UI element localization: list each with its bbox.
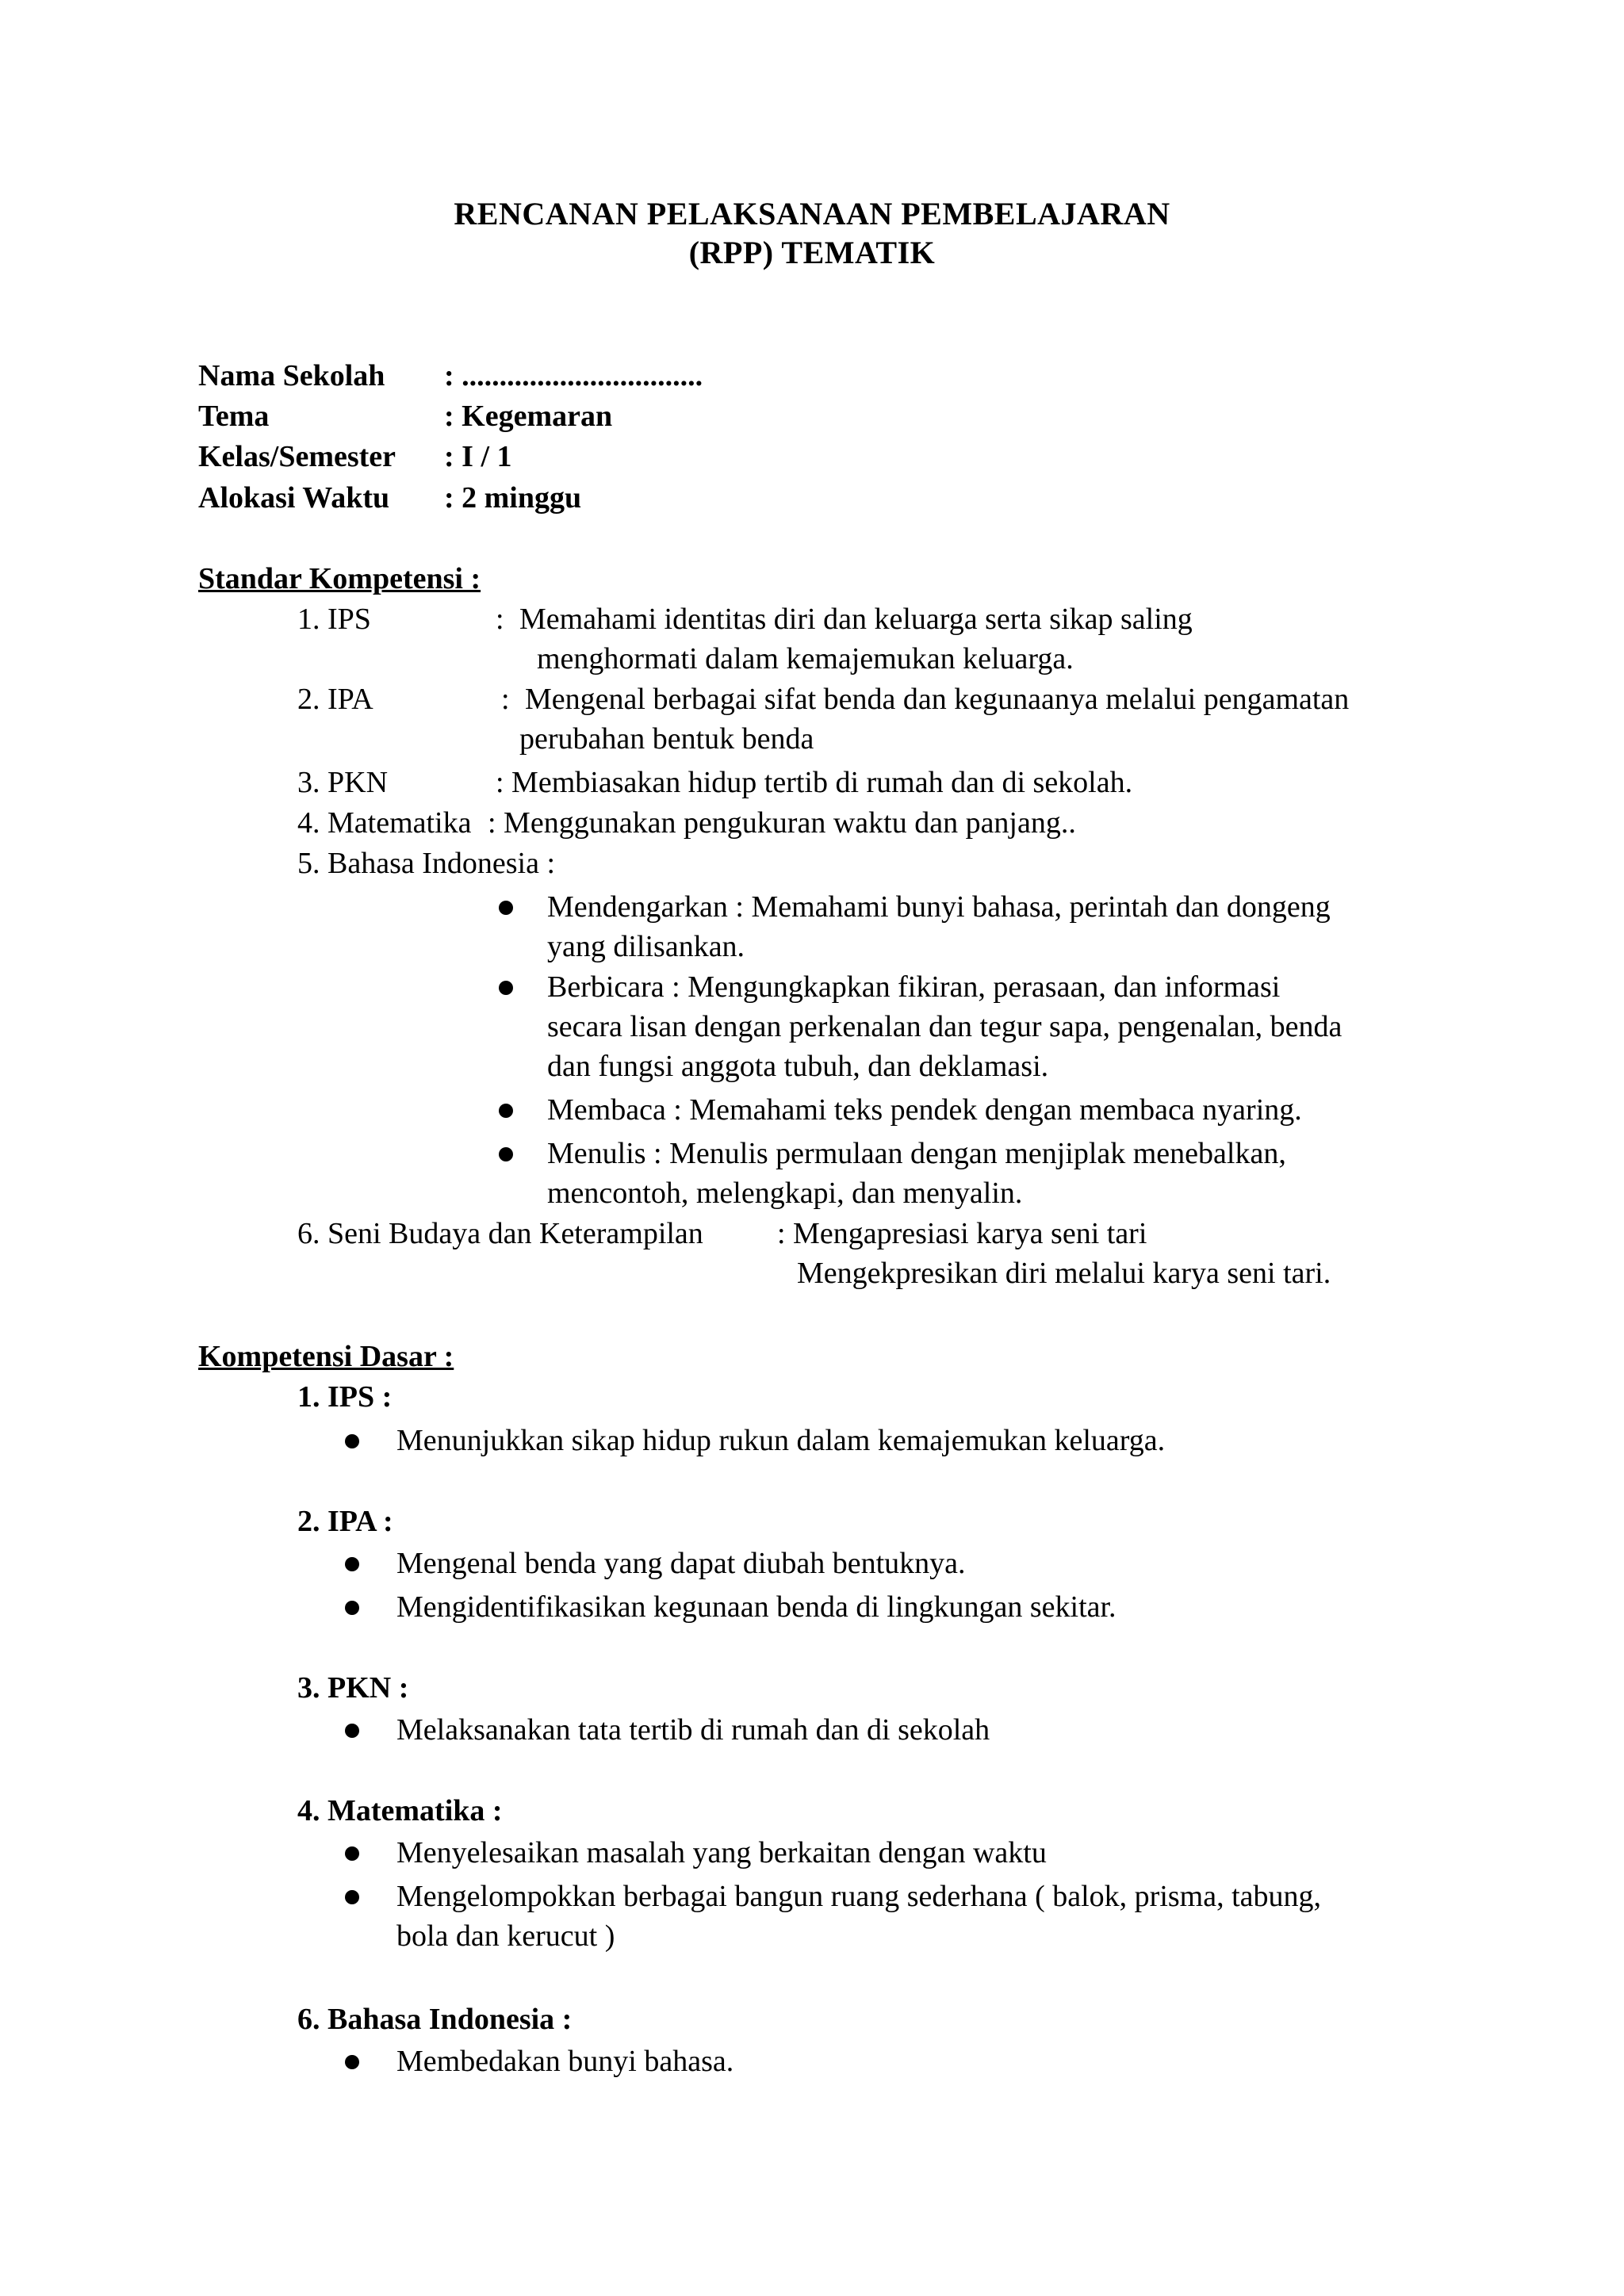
sk-bind-berbicara-line3: dan fungsi anggota tubuh, dan deklamasi. <box>547 1050 1049 1083</box>
identity-value-nama-sekolah: : ................................ <box>444 359 703 392</box>
identity-label-tema: Tema <box>198 400 270 433</box>
bullet-icon <box>345 1724 359 1738</box>
sk-pkn-text: : Membiasakan hidup tertib di rumah dan di sekolah. <box>496 766 1133 799</box>
kd-pkn-item: Melaksanakan tata tertib di rumah dan di sekolah <box>396 1713 990 1747</box>
sk-bind-membaca-line1: Membaca : Memahami teks pendek dengan membaca nyaring. <box>547 1093 1302 1127</box>
bullet-icon <box>345 1846 359 1861</box>
kd-pkn-heading: 3. PKN : <box>297 1671 409 1705</box>
bullet-icon <box>499 901 513 915</box>
identity-value-alokasi: : 2 minggu <box>444 481 582 515</box>
kd-ipa-item-1: Mengenal benda yang dapat diubah bentuknya. <box>396 1547 966 1580</box>
sk-matematika-label: 4. Matematika <box>297 806 472 840</box>
sk-bind-mendengarkan-line2: yang dilisankan. <box>547 930 745 963</box>
sk-bind-menulis-line2: mencontoh, melengkapi, dan menyalin. <box>547 1177 1023 1210</box>
kd-matematika-item-1: Menyelesaikan masalah yang berkaitan dengan waktu <box>396 1836 1047 1869</box>
kd-ipa-heading: 2. IPA : <box>297 1505 393 1538</box>
identity-value-kelas: : I / 1 <box>444 440 512 473</box>
document-title-line2: (RPP) TEMATIK <box>688 235 936 270</box>
bullet-icon <box>345 1557 359 1571</box>
bullet-icon <box>345 2055 359 2069</box>
sk-ipa-text-line1: Mengenal berbagai sifat benda dan kegunaanya melalui pengamatan <box>525 683 1350 716</box>
kd-ips-heading: 1. IPS : <box>297 1380 393 1414</box>
sk-ips-text-line1: Memahami identitas diri dan keluarga serta sikap saling <box>519 603 1193 636</box>
kd-ips-item: Menunjukkan sikap hidup rukun dalam kemajemukan keluarga. <box>396 1424 1166 1457</box>
sk-sbk-text-line1: : Mengapresiasi karya seni tari <box>777 1217 1147 1250</box>
sk-ips-label: 1. IPS <box>297 603 371 636</box>
sk-matematika-text: : Menggunakan pengukuran waktu dan panjang.. <box>488 806 1076 840</box>
bullet-icon <box>345 1890 359 1904</box>
sk-ipa-colon: : <box>501 683 510 716</box>
identity-label-alokasi: Alokasi Waktu <box>198 481 390 515</box>
kd-bahasa-indonesia-heading: 6. Bahasa Indonesia : <box>297 2003 573 2036</box>
bullet-icon <box>345 1434 359 1448</box>
sk-bahasa-indonesia-label: 5. Bahasa Indonesia : <box>297 847 556 880</box>
kd-bahasa-indonesia-item: Membedakan bunyi bahasa. <box>396 2045 734 2078</box>
kd-matematika-item-2-line2: bola dan kerucut ) <box>396 1919 615 1953</box>
sk-sbk-text-line2: Mengekpresikan diri melalui karya seni tari. <box>797 1257 1331 1290</box>
sk-bind-berbicara-line2: secara lisan dengan perkenalan dan tegur sapa, pengenalan, benda <box>547 1010 1342 1043</box>
bullet-icon <box>499 1104 513 1118</box>
sk-ips-colon: : <box>496 603 504 636</box>
standar-kompetensi-heading: Standar Kompetensi : <box>198 562 481 595</box>
document-title-line1: RENCANAN PELAKSANAAN PEMBELAJARAN <box>454 196 1170 232</box>
bullet-icon <box>499 1147 513 1161</box>
identity-value-tema: : Kegemaran <box>444 400 613 433</box>
sk-bind-menulis-line1: Menulis : Menulis permulaan dengan menjiplak menebalkan, <box>547 1137 1286 1170</box>
sk-ips-text-line2: menghormati dalam kemajemukan keluarga. <box>537 642 1074 675</box>
sk-sbk-label: 6. Seni Budaya dan Keterampilan <box>297 1217 703 1250</box>
identity-label-nama-sekolah: Nama Sekolah <box>198 359 385 392</box>
sk-pkn-label: 3. PKN <box>297 766 389 799</box>
kd-matematika-heading: 4. Matematika : <box>297 1794 503 1827</box>
kd-ipa-item-2: Mengidentifikasikan kegunaan benda di lingkungan sekitar. <box>396 1590 1116 1624</box>
sk-bind-berbicara-line1: Berbicara : Mengungkapkan fikiran, perasaan, dan informasi <box>547 970 1281 1004</box>
kd-matematika-item-2-line1: Mengelompokkan berbagai bangun ruang sederhana ( balok, prisma, tabung, <box>396 1880 1322 1913</box>
bullet-icon <box>345 1601 359 1615</box>
kompetensi-dasar-heading: Kompetensi Dasar : <box>198 1340 454 1373</box>
sk-ipa-text-line2: perubahan bentuk benda <box>519 722 814 756</box>
identity-label-kelas: Kelas/Semester <box>198 440 396 473</box>
bullet-icon <box>499 981 513 995</box>
sk-bind-mendengarkan-line1: Mendengarkan : Memahami bunyi bahasa, perintah dan dongeng <box>547 890 1331 924</box>
sk-ipa-label: 2. IPA <box>297 683 373 716</box>
